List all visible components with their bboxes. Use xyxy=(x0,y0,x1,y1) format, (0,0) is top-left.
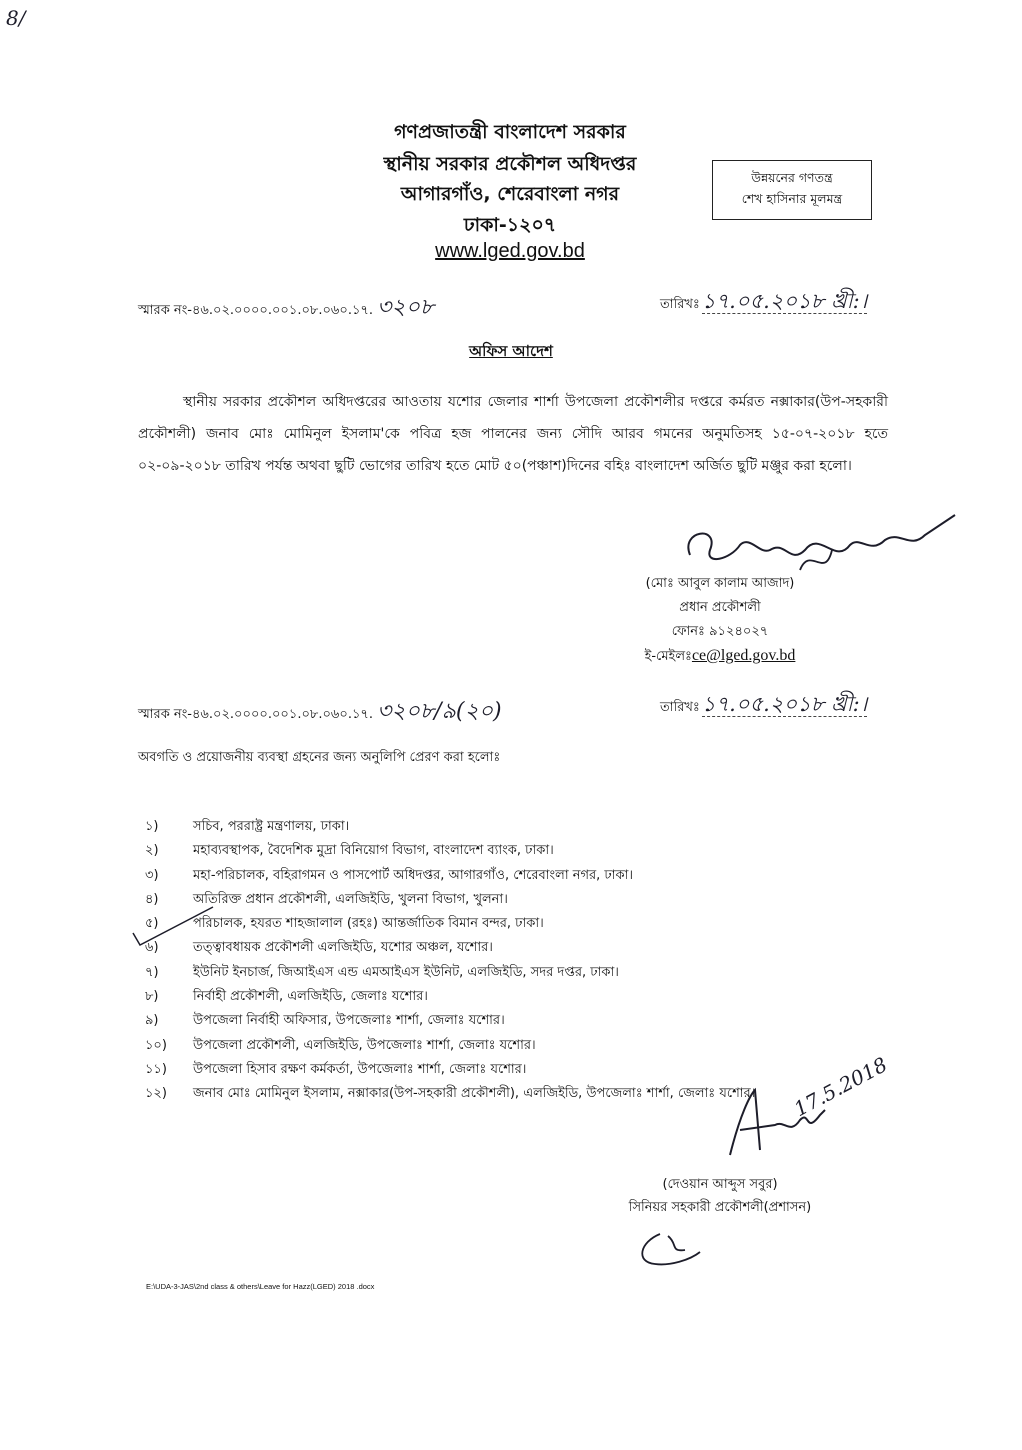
signatory-designation: প্রধান প্রকৌশলী xyxy=(679,600,761,615)
memo-label: স্মারক নং-৪৬.০২.০০০০.০০১.০৮.০৬০.১৭. xyxy=(138,303,373,318)
distribution-intro: অবগতি ও প্রয়োজনীয় ব্যবস্থা গ্রহনের জন্য অনুলিপি প্রেরণ করা হলোঃ xyxy=(138,750,501,765)
department-name: স্থানীয় সরকার প্রকৌশল অধিদপ্তর xyxy=(383,153,637,175)
memo-number-1 xyxy=(138,290,434,327)
signatory-senior-engineer xyxy=(600,1173,840,1219)
initial-scribble xyxy=(630,1222,710,1272)
email-label: ই-মেইলঃ xyxy=(644,649,692,664)
list-item: ১১) উপজেলা হিসাব রক্ষণ কর্মকর্তা, উপজেলাঃ শার্শা, জেলাঃ যশোর। xyxy=(145,1061,527,1077)
address-line: আগারগাঁও, শেরেবাংলা নগর xyxy=(400,183,620,205)
distribution-list xyxy=(145,815,865,1107)
signatory-chief-engineer xyxy=(600,572,840,669)
website-link[interactable]: www.lged.gov.bd xyxy=(435,240,585,262)
city-postcode: ঢাকা-১২০৭ xyxy=(463,214,557,236)
signatory-phone: ফোনঃ ৯১২৪০২৭ xyxy=(671,624,769,639)
handwritten-date-signature: 17.5.2018 xyxy=(790,1052,892,1122)
slogan-box xyxy=(712,160,872,220)
list-item: ৫) পরিচালক, হযরত শাহজালাল (রহঃ) আন্তর্জাতিক বিমান বন্দর, ঢাকা। xyxy=(145,916,544,932)
memo-handwritten-number: ৩২০৮ xyxy=(376,295,435,320)
list-item: ৭) ইউনিট ইনচার্জ, জিআইএস এন্ড এমআইএস ইউনিট, এলজিইডি, সদর দপ্তর, ঢাকা। xyxy=(145,964,619,980)
file-path-footer: E:\UDA-3-JAS\2nd class & others\Leave for Hazz(LGED) 2018 .docx xyxy=(146,1282,375,1291)
date-label: তারিখঃ xyxy=(660,297,700,312)
order-title: অফিস আদেশ xyxy=(469,342,553,360)
corner-handwritten-mark: 8/ xyxy=(6,6,26,30)
memo-date-1 xyxy=(660,285,867,320)
signatory-designation: সিনিয়র সহকারী প্রকৌশলী(প্রশাসন) xyxy=(628,1200,812,1215)
list-item: ৪) অতিরিক্ত প্রধান প্রকৌশলী, এলজিইডি, খুলনা বিভাগ, খুলনা। xyxy=(145,891,508,907)
government-name: গণপ্রজাতন্ত্রী বাংলাদেশ সরকার xyxy=(394,121,626,143)
date-handwritten: ১৭.০৫.২০১৮ খ্রী:। xyxy=(701,692,868,716)
handwritten-tick-mark xyxy=(128,895,218,955)
list-item: ৩) মহা-পরিচালক, বহিরাগমন ও পাসপোর্ট অধিদপ্তর, আগারগাঁও, শেরেবাংলা নগর, ঢাকা। xyxy=(145,867,634,883)
list-item: ১২) জনাব মোঃ মোমিনুল ইসলাম, নক্সাকার(উপ-সহকারী প্রকৌশলী), এলজিইডি, উপজেলাঃ শার্শা, জেলাঃ যশোর। xyxy=(145,1086,756,1102)
memo-label: স্মারক নং-৪৬.০২.০০০০.০০১.০৮.০৬০.১৭. xyxy=(138,707,373,722)
signatory-name: (মোঃ আবুল কালাম আজাদ) xyxy=(645,576,795,591)
list-item: ১০) উপজেলা প্রকৌশলী, এলজিইডি, উপজেলাঃ শার্শা, জেলাঃ যশোর। xyxy=(145,1037,536,1053)
slogan-line-2: শেখ হাসিনার মূলমন্ত্র xyxy=(741,191,843,206)
memo-number-2 xyxy=(138,694,502,731)
list-item: ৯) উপজেলা নির্বাহী অফিসার, উপজেলাঃ শার্শা, জেলাঃ যশোর। xyxy=(145,1013,505,1029)
signatory-name: (দেওয়ান আব্দুস সবুর) xyxy=(662,1177,778,1192)
memo-handwritten-number: ৩২০৮/৯(২০) xyxy=(376,699,502,724)
signatory-email-row xyxy=(600,644,840,669)
date-label: তারিখঃ xyxy=(660,700,700,715)
list-item: ৬) তত্ত্বাবধায়ক প্রকৌশলী এলজিইডি, যশোর অঞ্চল, যশোর। xyxy=(145,940,493,956)
list-item: ১) সচিব, পররাষ্ট্র মন্ত্রণালয়, ঢাকা। xyxy=(145,819,350,834)
list-item: ২) মহাব্যবস্থাপক, বৈদেশিক মুদ্রা বিনিয়োগ বিভাগ, বাংলাদেশ ব্যাংক, ঢাকা। xyxy=(145,843,554,859)
list-item: ৮) নির্বাহী প্রকৌশলী, এলজিইডি, জেলাঃ যশোর। xyxy=(145,989,428,1005)
order-body: স্থানীয় সরকার প্রকৌশল অধিদপ্তরের আওতায় যশোর জেলার শার্শা উপজেলা প্রকৌশলীর দপ্তরে কর্মরত নক্সাকার(উপ-সহকারী প্রকৌশলী) জনাব মোঃ মোমিনুল ইসলাম'কে পবিত্র হজ পালনের জন্য সৌদি আরব গমনের অনুমতিসহ ১৫-০৭-২০১৮ হতে ০২-০৯-২০১৮ তারিখ পর্যন্ত অথবা ছুটি ভোগের তারিখ হতে মোট ৫০(পঞ্চাশ)দিনের বহিঃ বাংলাদেশ অর্জিত ছুটি মঞ্জুর করা হলো। xyxy=(138,394,888,474)
date-handwritten: ১৭.০৫.২০১৮ খ্রী:। xyxy=(701,289,868,313)
email-link[interactable]: ce@lged.gov.bd xyxy=(691,647,796,664)
memo-date-2 xyxy=(660,688,867,723)
slogan-line-1: উন্নয়নের গণতন্ত্র xyxy=(751,170,833,185)
